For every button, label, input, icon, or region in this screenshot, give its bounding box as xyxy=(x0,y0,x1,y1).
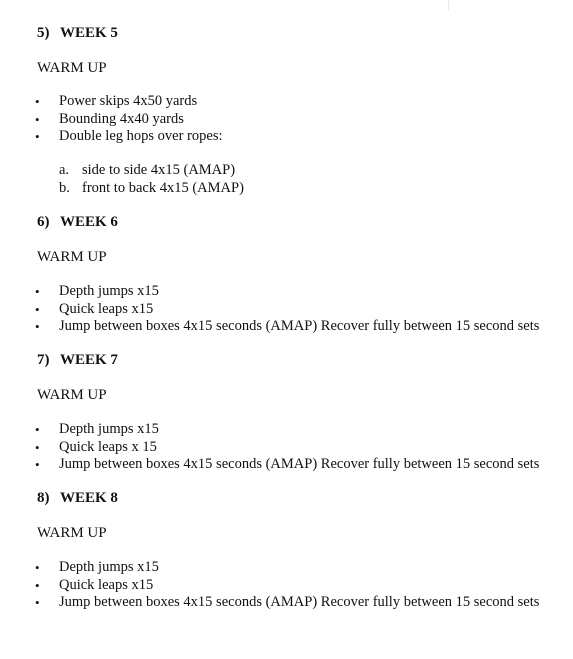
sub-list-text: front to back 4x15 (AMAP) xyxy=(82,179,244,196)
list-item-text: Bounding 4x40 yards xyxy=(59,110,184,127)
bullet-icon: • xyxy=(35,319,40,334)
bullet-icon: • xyxy=(35,111,40,127)
list-item-text: Jump between boxes 4x15 seconds (AMAP) Recover fully between 15 second sets xyxy=(59,456,540,472)
sub-list-marker: a. xyxy=(59,162,70,178)
bullet-icon: • xyxy=(35,284,40,299)
list-item-text: Quick leaps x 15 xyxy=(59,438,157,455)
bullet-icon: • xyxy=(35,595,40,610)
bullet-icon: • xyxy=(35,301,40,317)
scan-artifact-line xyxy=(448,0,449,10)
list-item-text: Depth jumps x15 xyxy=(59,283,159,299)
week-5-warmup-label: WARM UP xyxy=(37,60,107,76)
list-item-text: Double leg hops over ropes: xyxy=(59,128,223,144)
list-item-text: Jump between boxes 4x15 seconds (AMAP) Recover fully between 15 second sets xyxy=(59,318,540,334)
list-item-text: Power skips 4x50 yards xyxy=(59,93,198,109)
list-item-text: Depth jumps x15 xyxy=(59,421,159,437)
bullet-icon: • xyxy=(35,560,40,575)
bullet-icon: • xyxy=(35,129,40,144)
week-5-heading xyxy=(37,24,118,42)
week-5-number: 5) xyxy=(37,25,50,41)
list-item-text: Depth jumps x15 xyxy=(59,559,159,575)
week-6-title: WEEK 6 xyxy=(60,214,118,230)
list-item-text: Quick leaps x15 xyxy=(59,300,154,317)
week-8-warmup-label: WARM UP xyxy=(37,525,107,541)
bullet-icon: • xyxy=(35,577,40,593)
week-7-title: WEEK 7 xyxy=(60,352,118,368)
bullet-icon: • xyxy=(35,422,40,437)
bullet-icon: • xyxy=(35,439,40,455)
week-6-number: 6) xyxy=(37,214,50,230)
list-item-text: Quick leaps x15 xyxy=(59,576,154,593)
sub-list-text: side to side 4x15 (AMAP) xyxy=(82,162,236,178)
week-8-heading xyxy=(37,489,118,507)
week-7-warmup-label: WARM UP xyxy=(37,387,107,403)
week-6-warmup-label: WARM UP xyxy=(37,249,107,265)
list-item-text: Jump between boxes 4x15 seconds (AMAP) Recover fully between 15 second sets xyxy=(59,594,540,610)
sub-list-marker: b. xyxy=(59,179,70,196)
week-5-title: WEEK 5 xyxy=(60,25,118,41)
week-8-number: 8) xyxy=(37,490,50,506)
week-8-title: WEEK 8 xyxy=(60,490,118,506)
bullet-icon: • xyxy=(35,457,40,472)
week-7-number: 7) xyxy=(37,352,50,368)
week-6-heading xyxy=(37,213,118,231)
week-7-heading xyxy=(37,351,118,369)
bullet-icon: • xyxy=(35,94,40,109)
